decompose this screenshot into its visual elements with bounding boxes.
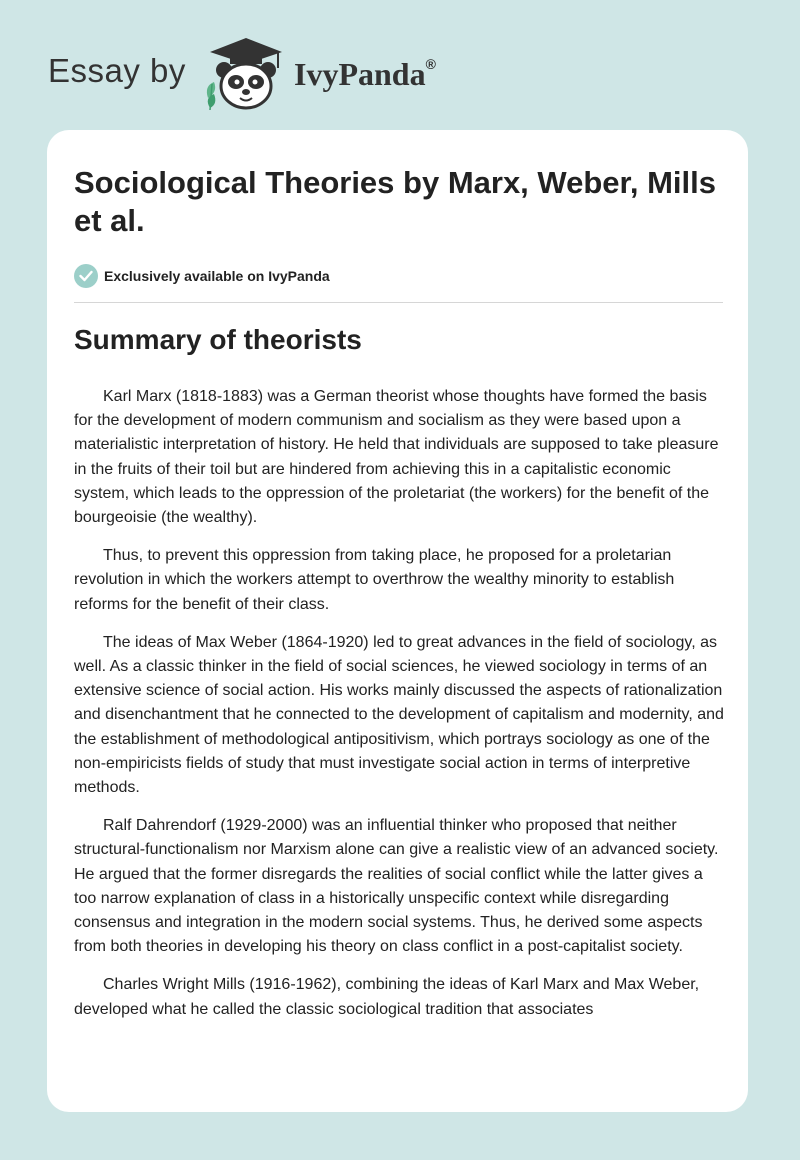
leaf-icon bbox=[207, 82, 215, 110]
article-card bbox=[47, 130, 748, 1112]
paragraph: The ideas of Max Weber (1864-1920) led to great advances in the field of sociology, as well. As a classic thinker in the field of social sciences, he viewed sociology in terms of an extensive science of social action. His works mainly discussed the aspects of rationalization and disenchantment that he connected to the development of capitalism and modernity, and the establishment of methodological antipositivism, which portrays sociology as one of the non-empiricists fields of study that must investigate social action in terms of interpretive methods. bbox=[74, 633, 724, 797]
exclusive-badge bbox=[74, 262, 330, 290]
brand-name: IvyPanda® bbox=[294, 56, 436, 92]
paragraph: Charles Wright Mills (1916-1962), combining the ideas of Karl Marx and Max Weber, developed what he called the classic sociological tradition that associates bbox=[74, 976, 700, 1018]
exclusive-badge-label: Exclusively available on IvyPanda bbox=[104, 268, 330, 284]
divider bbox=[74, 302, 723, 303]
paragraph: Karl Marx (1818-1883) was a German theorist whose thoughts have formed the basis for the development of modern communism and socialism as they were based upon a materialistic interpretation of history. He held that individuals are supposed to take pleasure in the fruits of their toil but are hindered from achieving this in a capitalistic economic system, which leads to the oppression of the proletariat (the workers) for the benefit of the bourgeoisie (the wealthy). bbox=[74, 388, 719, 527]
article-body bbox=[74, 385, 724, 1036]
check-circle-icon bbox=[74, 264, 98, 288]
brand-header[interactable] bbox=[48, 34, 568, 114]
section-heading: Summary of theorists bbox=[74, 324, 362, 355]
paragraph: Thus, to prevent this oppression from taking place, he proposed for a proletarian revolution in which the workers attempt to overthrow the wealthy minority to establish reforms for the benefit of their class. bbox=[74, 547, 675, 613]
paragraph: Ralf Dahrendorf (1929-2000) was an influential thinker who proposed that neither structural-functionalism nor Marxism alone can give a realistic view of an advanced society. He argued that the former disregards the realities of social conflict while the latter gives a too narrow explanation of class in a historically unspecific context while disregarding consensus and integration in the modern social systems. Thus, he derived some aspects from both theories in developing his theory on class conflict in a post-capitalist society. bbox=[74, 817, 719, 956]
panda-graduate-icon bbox=[202, 36, 290, 112]
page-title: Sociological Theories by Marx, Weber, Mills et al. bbox=[74, 165, 717, 238]
essay-by-label: Essay by bbox=[48, 52, 186, 89]
